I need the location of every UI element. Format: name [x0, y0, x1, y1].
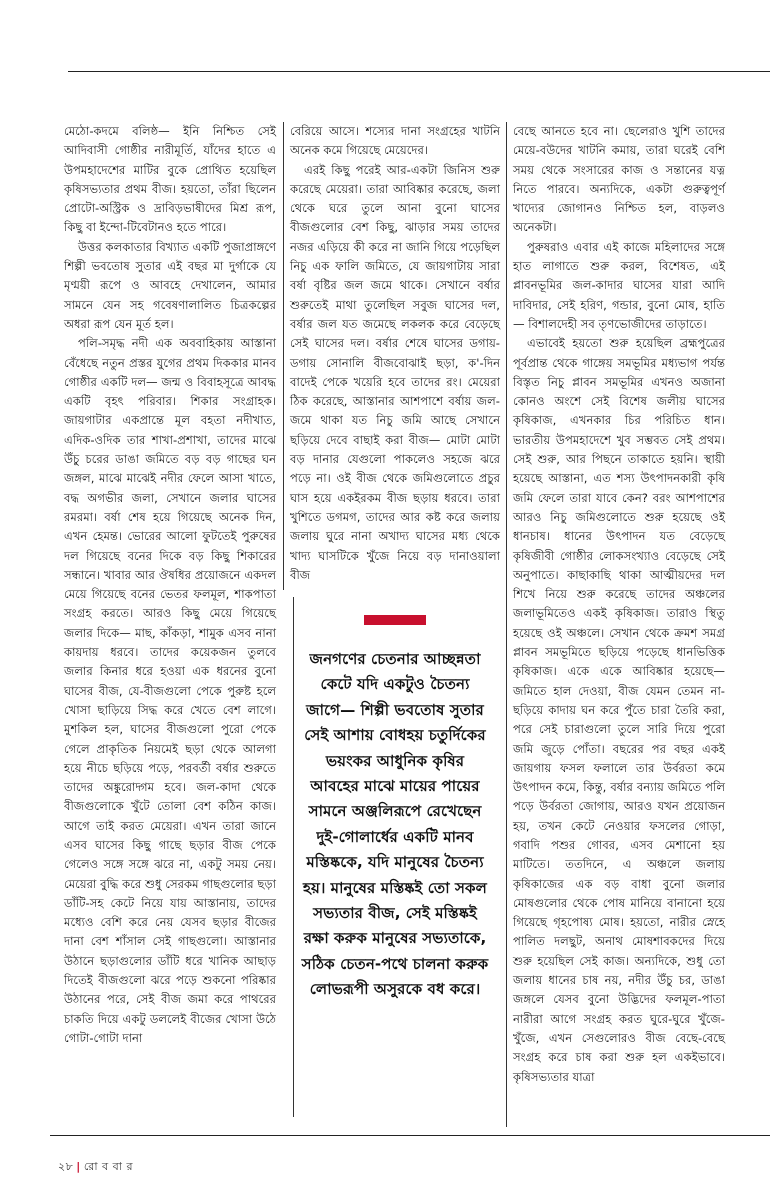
article-column-3 [513, 122, 725, 1087]
paragraph: পুরুষরাও এবার এই কাজে মহিলাদের সঙ্গে হাত লাগাতে শুরু করল, বিশেষত, এই প্লাবনভূমির জল-কাদার ঘাসের যারা আদি দাবিদার, সেই হরিণ, গন্ডার, বুনো মোষ, হাতি— বিশালদেহী সব তৃণভোজীদের তাড়াতে। [513, 239, 725, 331]
column-divider [283, 122, 284, 590]
paragraph: বেরিয়ে আসে। শস্যের দানা সংগ্রহের খাটনি অনেক কমে গিয়েছে মেয়েদের। [290, 124, 500, 158]
paragraph: এভাবেই হয়তো শুরু হয়েছিল ব্রহ্মপুত্রের পূর্বপ্রান্ত থেকে গাঙ্গেয় সমভূমির মধ্যভাগ পর্যন্ত বিস্তৃত নিচু প্লাবন সমভূমির এখনও অজানা কোনও অংশে সেই বিশেষ জলীয় ঘাসের কৃষিকাজ, এখনকার চির পরিচিত ধান। ভারতীয় উপমহাদেশে খুব সম্ভবত সেই প্রথম। সেই শুরু, আর পিছনে তাকাতে হয়নি। স্থায়ী হয়েছে আস্তানা, এত শস্য উৎপাদনকারী কৃষি জমি ফেলে তারা যাবে কেন? বরং আশপাশের আরও নিচু জমিগুলোতে শুরু হয়েছে ওই ধানচাষ। ধানের উৎপাদন যত বেড়েছে কৃষিজীবী গোষ্ঠীর লোকসংখ্যাও বেড়েছে সেই অনুপাতে। কাছাকাছি থাকা আত্মীয়দের দল শিখে নিয়ে শুরু করেছে তাদের অঞ্চলের জলাভূমিতেও একই কৃষিকাজ। তারাও স্থিতু হয়েছে ওই অঞ্চলে। সেখান থেকে ক্রমশ সমগ্র প্লাবন সমভূমিতে ছড়িয়ে পড়েছে ধানভিত্তিক কৃষিকাজ। একে একে আবিষ্কার হয়েছে— জমিতে হাল দেওয়া, বীজ যেমন তেমন না-ছড়িয়ে কাদায় ঘন করে পুঁতে চারা তৈরি করা, পরে সেই চারাগুলো তুলে সারি দিয়ে পুরো জমি জুড়ে পোঁতা। বছরের পর বছর একই জায়গায় ফসল ফলালে তার উর্বরতা কমে উৎপাদন কমে, কিন্তু, বর্ষার বন্যায় জমিতে পলি পড়ে উর্বরতা জোগায়, আরও যখন প্রয়োজন হয়, তখন কেটে নেওয়ার ফসলের গোড়া, গবাদি পশুর গোবর, এসব মেশানো হয় মাটিতে। ততদিনে, এ অঞ্চলে জলায় কৃষিকাজের এক বড় বাধা বুনো জলার মোষগুলোর থেকে পোষ মানিয়ে বানানো হয়ে গিয়েছে গৃহপোষ্য মোষ। হয়তো, নারীর স্নেহে পালিত দলছুট, অনাথ মোষশাবকদের দিয়ে শুরু হয়েছিল সেই কাজ। অন্যদিকে, শুধু তো জলায় ধানের চাষ নয়, নদীর উঁচু চর, ডাঙা জঙ্গলে যেসব বুনো উদ্ভিদের ফলমূল-পাতা নারীরা আগে সংগ্রহ করত ঘুরে-ঘুরে খুঁজে-খুঁজে, এখন সেগুলোরও বীজ বেছে-বেছে সংগ্রহ করে চাষ করা শুরু হল একইভাবে। কৃষিসভ্যতার যাত্রা [513, 336, 725, 1084]
bottom-rule [50, 1135, 770, 1136]
paragraph: এরই কিছু পরেই আর-একটা জিনিস শুরু করেছে মেয়েরা। তারা আবিষ্কার করেছে, জলা থেকে ঘরে তুলে আনা বুনো ঘাসের বীজগুলোর বেশ কিছু, ঝাড়ার সময় তাদের নজর এড়িয়ে কী করে না জানি গিয়ে পড়েছিল নিচু এক ফালি জমিতে, যে জায়গাটায় সারা বর্ষা বৃষ্টির জল জমে থাকে। সেখানে বর্ষার শুরুতেই মাথা তুলেছিল সবুজ ঘাসের দল, বর্ষার জল যত জমেছে লকলক করে বেড়েছে সেই ঘাসের দল। বর্ষার শেষে ঘাসের ডগায়-ডগায় সোনালি বীজবোঝাই ছড়া, ক'-দিন বাদেই পেকে খয়েরি হবে তাদের রং। মেয়েরা ঠিক করেছে, আস্তানার আশপাশে বর্ষায় জল-জমে থাকা যত নিচু জমি আছে সেখানে ছড়িয়ে দেবে বাছাই করা বীজ— মোটা মোটা বড় দানার যেগুলো পাকলেও সহজে ঝরে পড়ে না। ওই বীজ থেকে জমিগুলোতে প্রচুর ঘাস হয়ে একইরকম বীজ ছড়ায় ধরবে। তারা খুশিতে ডগমগ, তাদের আর কষ্ট করে জলায় জলায় ঘুরে নানা অখাদ্য ঘাসের মধ্য থেকে খাদ্য ঘাসটিকে খুঁজে নিয়ে বড় দানাওয়ালা বীজ [290, 162, 500, 582]
pull-quote-border-left [293, 597, 294, 1117]
page-number: ২৮ [58, 1160, 74, 1173]
pull-quote [297, 597, 493, 1117]
publication-name: রো ব বা র [83, 1160, 134, 1173]
paragraph: পলি-সমৃদ্ধ নদী এক অববাহিকায় আস্তানা বেঁধেছে নতুন প্রস্তর যুগের প্রথম দিককার মানব গোষ্ঠীর একটি দল— জন্ম ও বিবাহসূত্রে আবদ্ধ একটি বৃহৎ পরিবার। শিকার সংগ্রাহক। জায়গাটার একপ্রান্তে মূল বহতা নদীখাত, এদিক-ওদিক তার শাখা-প্রশাখা, তাদের মাঝে উঁচু চরের ডাঙা জমিতে বড় বড় গাছের ঘন জঙ্গল, মাঝে মাঝেই নদীর ফেলে আসা খাতে, বদ্ধ অগভীর জলা, সেখানে জলার ঘাসের রমরমা। বর্ষা শেষ হয়ে গিয়েছে অনেক দিন, এখন হেমন্ত। ভোরের আলো ফুটতেই পুরুষের দল গিয়েছে বনের দিকে বড় কিছু শিকারের সন্ধানে। খাবার আর ঔষধির প্রয়োজনে একদল মেয়ে গিয়েছে বনের ভেতর ফলমূল, শাকপাতা সংগ্রহ করতে। আরও কিছু মেয়ে গিয়েছে জলার দিকে— মাছ, কাঁকড়া, শামুক এসব নানা কায়দায় ধরবে। তাদের কয়েকজন তুলবে জলার কিনার ধরে হওয়া এক ধরনের বুনো ঘাসের বীজ, যে-বীজগুলো পেকে পুরুষ্ট হলে খোসা ছাড়িয়ে সিদ্ধ করে খেতে বেশ লাগে। মুশকিল হল, ঘাসের বীজগুলো পুরো পেকে গেলে প্রাকৃতিক নিয়মেই ছড়া থেকে আলগা হয়ে নীচে ছড়িয়ে পড়ে, পরবর্তী বর্ষার শুরুতে তাদের অঙ্কুরোদ্গম হবে। জল-কাদা থেকে বীজগুলোকে খুঁটে তোলা বেশ কঠিন কাজ। আগে তাই করত মেয়েরা। এখন তারা জানে এসব ঘাসের কিছু গাছে ছড়ার বীজ পেকে গেলেও সঙ্গে সঙ্গে ঝরে না, একটু সময় নেয়। মেয়েরা বুদ্ধি করে শুধু সেরকম গাছগুলোর ছড়া ডাঁটি-সহ কেটে নিয়ে যায় আস্তানায়, তাদের মধ্যেও বেশি করে নেয় যেসব ছড়ার বীজের দানা বেশ শাঁসাল সেই গাছগুলো। আস্তানার উঠানে ছড়াগুলোর ডাঁটি ধরে খানিক আছাড় দিতেই বীজগুলো ঝরে পড়ে শুকনো পরিষ্কার উঠানের পরে, সেই বীজ জমা করে পাথরের চাকতি দিয়ে একটু ডললেই বীজের খোসা উঠে গোটা-গোটা দানা [64, 336, 276, 1045]
column-divider [506, 122, 507, 1127]
pull-quote-accent-bar [364, 615, 426, 625]
article-column-1 [64, 122, 276, 1048]
paragraph: উত্তর কলকাতার বিখ্যাত একটি পুজাপ্রাঙ্গণে শিল্পী ভবতোষ সুতার এই বছর মা দুর্গাকে যে মৃণ্ময়ী রূপে ও আবহে দেখালেন, আমার সামনে যেন সহ গবেষণালালিত চিত্রকল্পের অধরা রূপ যেন মূর্ত হল। [64, 239, 276, 331]
pull-quote-text: জনগণের চেতনার আচ্ছন্নতা কেটে যদি একটুও চৈতন্য জাগে— শিল্পী ভবতোষ সুতার সেই আশায় বোধহয় চতুর্দিকের ভয়ংকর আধুনিক কৃষির আবহের মাঝে মায়ের পায়ের সামনে অঞ্জলিরূপে রেখেছেন দুই-গোলার্ধের একটি মানব মস্তিষ্ককে, যদি মানুষের চৈতন্য হয়। মানুষের মস্তিষ্কই তো সকল সভ্যতার বীজ, সেই মস্তিষ্কই রক্ষা করুক মানুষের সভ্যতাকে, সঠিক চেতন-পথে চালনা করুক লোভরূপী অসুরকে বধ করে। [301, 650, 489, 999]
top-rule [68, 71, 770, 72]
article-column-2 [290, 122, 500, 585]
folio-separator: | [76, 1160, 81, 1173]
paragraph: বেছে আনতে হবে না। ছেলেরাও খুশি তাদের মেয়ে-বউদের খাটনি কমায়, তারা ঘরেই বেশি সময় থেকে সংসারের কাজ ও সন্তানের যত্ন নিতে পারবে। অন্যদিকে, একটা গুরুত্বপূর্ণ খাদ্যের জোগানও নিশ্চিত হল, বাড়লও অনেকটা। [513, 124, 725, 235]
paragraph: মেঠো-কদমে বলিষ্ঠ— ইনি নিশ্চিত সেই আদিবাসী গোষ্ঠীর নারীমূর্তি, যাঁদের হাতে এ উপমহাদেশের মাটির বুকে প্রোথিত হয়েছিল কৃষিসভ্যতার প্রথম বীজ। হয়তো, তাঁরা ছিলেন প্রোটো-অস্ট্রিক ও দ্রাবিড়ভাষীদের মিশ্র রূপ, কিছু বা ইন্দো-টিবেটানও হতে পারে। [64, 124, 276, 235]
page-folio [58, 1158, 133, 1177]
